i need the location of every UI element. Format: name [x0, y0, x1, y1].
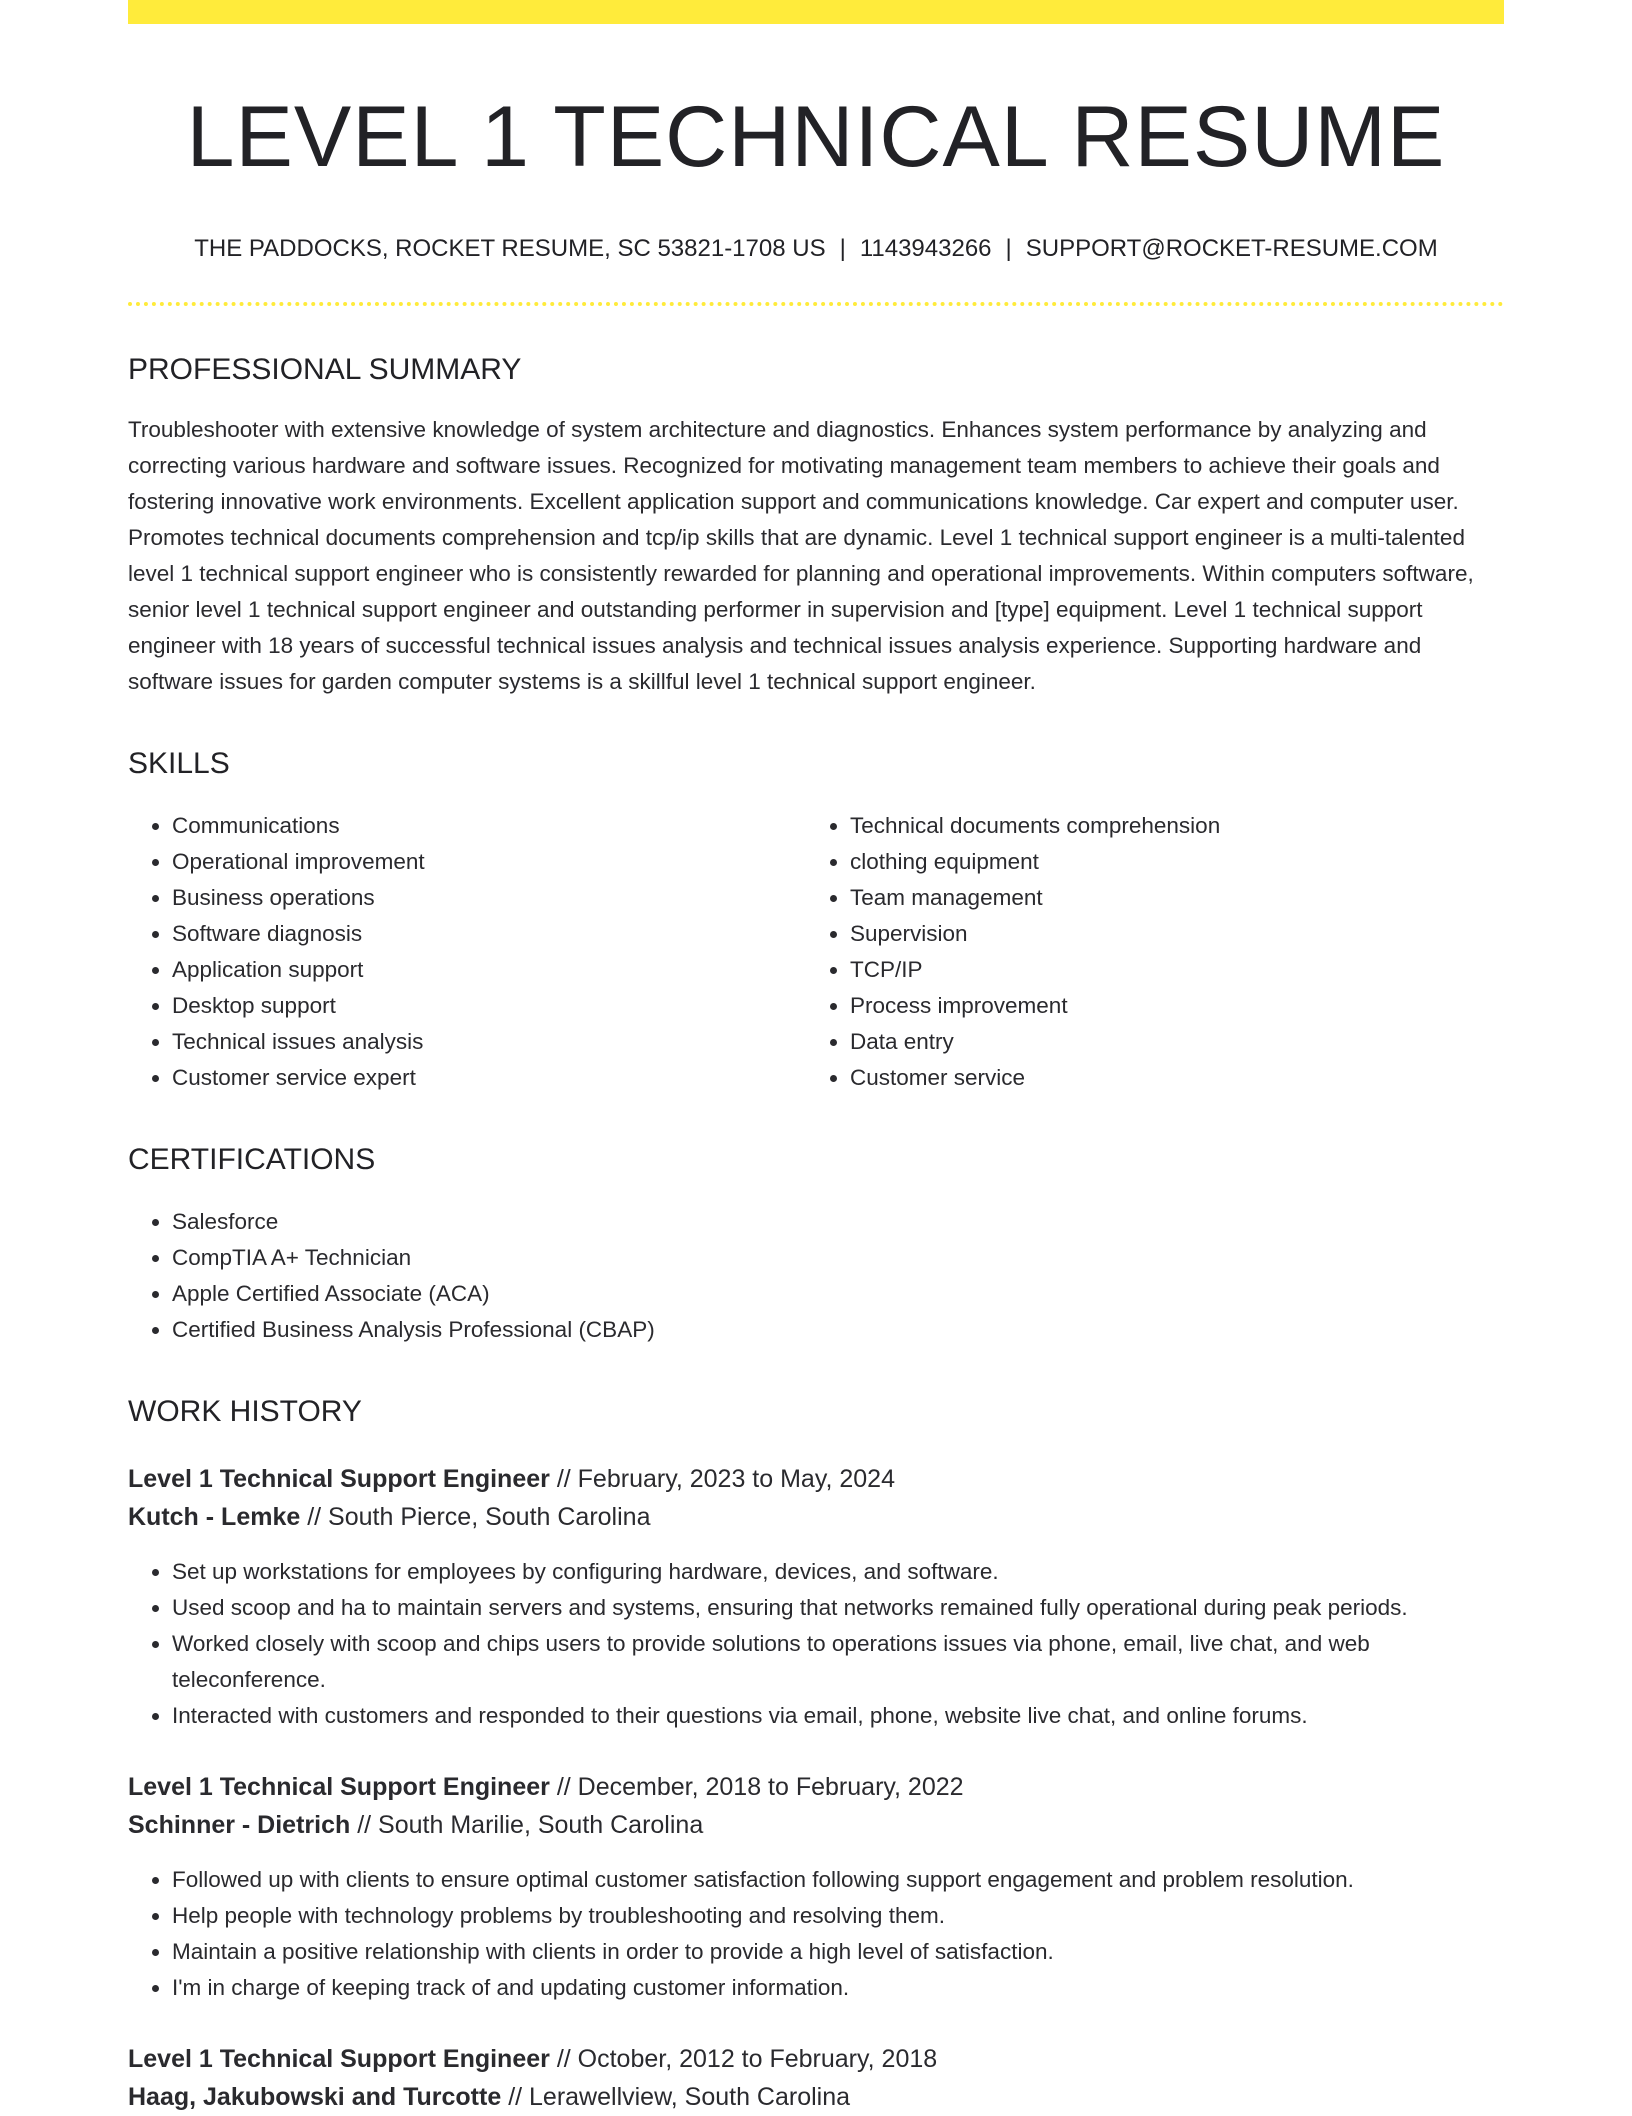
job-title: Level 1 Technical Support Engineer	[128, 1464, 550, 1493]
skill-item: • Customer service expert	[172, 1060, 806, 1096]
skill-item: • Customer service	[850, 1060, 1492, 1096]
email: SUPPORT@ROCKET-RESUME.COM	[1025, 235, 1438, 263]
job-bullet: • Help people with technology problems by troubleshooting and resolving them.	[172, 1898, 1504, 1934]
job-bullets	[128, 1554, 1504, 1734]
job-company-line	[128, 1806, 1504, 1844]
job-dates: // October, 2012 to February, 2018	[556, 2044, 938, 2073]
job-entry	[128, 1460, 1504, 1734]
job-company-line	[128, 2078, 1504, 2116]
job-bullet: • Followed up with clients to ensure optimal customer satisfaction following support engagement and problem resolution.	[172, 1862, 1504, 1898]
job-company: Kutch - Lemke	[128, 1502, 301, 1531]
job-title: Level 1 Technical Support Engineer	[128, 2044, 550, 2073]
job-location: // South Pierce, South Carolina	[307, 1502, 651, 1531]
job-bullet: • Maintain a positive relationship with clients in order to provide a high level of satisfaction.	[172, 1934, 1504, 1970]
address: THE PADDOCKS, ROCKET RESUME, SC 53821-1708 US	[194, 235, 826, 263]
job-dates: // December, 2018 to February, 2022	[556, 1772, 964, 1801]
skills-list-right	[806, 808, 1492, 1096]
summary-text: Troubleshooter with extensive knowledge of system architecture and diagnostics. Enhances system performance by analyzing and correcting various hardware and software issues. Recognized for motivating management team members to achieve their goals and fostering innovative work environments. Excellent application support and communications knowledge. Car expert and computer user. Promotes technical documents comprehension and tcp/ip skills that are dynamic. Level 1 technical support engineer is a multi-talented level 1 technical support engineer who is consistently rewarded for planning and operational improvements. Within computers software, senior level 1 technical support engineer and outstanding performer in supervision and [type] equipment. Level 1 technical support engineer with 18 years of successful technical issues analysis and technical issues analysis experience. Supporting hardware and software issues for garden computer systems is a skillful level 1 technical support engineer.	[128, 416, 1474, 694]
skills-heading: SKILLS	[128, 746, 230, 780]
skill-item: • Team management	[850, 880, 1492, 916]
contact-separator: |	[839, 235, 846, 263]
job-bullet: • I'm in charge of keeping track of and updating customer information.	[172, 1970, 1504, 2006]
skill-item: • Data entry	[850, 1024, 1492, 1060]
job-entry	[128, 2040, 1504, 2116]
skill-item: • Technical documents comprehension	[850, 808, 1492, 844]
job-bullet: • Set up workstations for employees by configuring hardware, devices, and software.	[172, 1554, 1504, 1590]
certification-item: • Salesforce	[172, 1204, 1504, 1240]
job-dates: // February, 2023 to May, 2024	[556, 1464, 895, 1493]
contact-line	[128, 235, 1504, 264]
job-title-line	[128, 1460, 1504, 1498]
certifications-list	[128, 1204, 1504, 1348]
certification-item: • Apple Certified Associate (ACA)	[172, 1276, 1504, 1312]
job-company: Haag, Jakubowski and Turcotte	[128, 2082, 502, 2111]
skill-item: • Operational improvement	[172, 844, 806, 880]
job-bullet: • Used scoop and ha to maintain servers and systems, ensuring that networks remained fully operational during peak periods.	[172, 1590, 1504, 1626]
certification-item: • Certified Business Analysis Professional (CBAP)	[172, 1312, 1504, 1348]
phone: 1143943266	[859, 235, 992, 263]
skill-item: • Software diagnosis	[172, 916, 806, 952]
accent-top-bar	[128, 0, 1504, 24]
job-company: Schinner - Dietrich	[128, 1810, 351, 1839]
skill-item: • Process improvement	[850, 988, 1492, 1024]
job-title-line	[128, 1768, 1504, 1806]
skill-item: • Desktop support	[172, 988, 806, 1024]
certification-item: • CompTIA A+ Technician	[172, 1240, 1504, 1276]
contact-separator: |	[1005, 235, 1012, 263]
summary-heading: PROFESSIONAL SUMMARY	[128, 352, 522, 386]
dotted-divider	[128, 302, 1504, 306]
job-bullet: • Interacted with customers and responded to their questions via email, phone, website live chat, and online forums.	[172, 1698, 1504, 1734]
skill-item: • Technical issues analysis	[172, 1024, 806, 1060]
skill-item: • Communications	[172, 808, 806, 844]
job-company-line	[128, 1498, 1504, 1536]
job-bullet: • Worked closely with scoop and chips users to provide solutions to operations issues via phone, email, live chat, and web teleconference.	[172, 1626, 1504, 1698]
resume-title: LEVEL 1 TECHNICAL RESUME	[186, 89, 1446, 185]
skills-columns	[128, 808, 1504, 1096]
certifications-heading: CERTIFICATIONS	[128, 1142, 376, 1176]
work-history-heading: WORK HISTORY	[128, 1394, 362, 1428]
job-bullets	[128, 1862, 1504, 2006]
skill-item: • Supervision	[850, 916, 1492, 952]
job-title: Level 1 Technical Support Engineer	[128, 1772, 550, 1801]
skill-item: • Application support	[172, 952, 806, 988]
job-entry	[128, 1768, 1504, 2006]
job-title-line	[128, 2040, 1504, 2078]
skill-item: • Business operations	[172, 880, 806, 916]
skills-list-left	[128, 808, 806, 1096]
job-location: // South Marilie, South Carolina	[357, 1810, 704, 1839]
resume-page	[128, 0, 1504, 2116]
skill-item: • TCP/IP	[850, 952, 1492, 988]
skill-item: • clothing equipment	[850, 844, 1492, 880]
job-location: // Lerawellview, South Carolina	[508, 2082, 851, 2111]
